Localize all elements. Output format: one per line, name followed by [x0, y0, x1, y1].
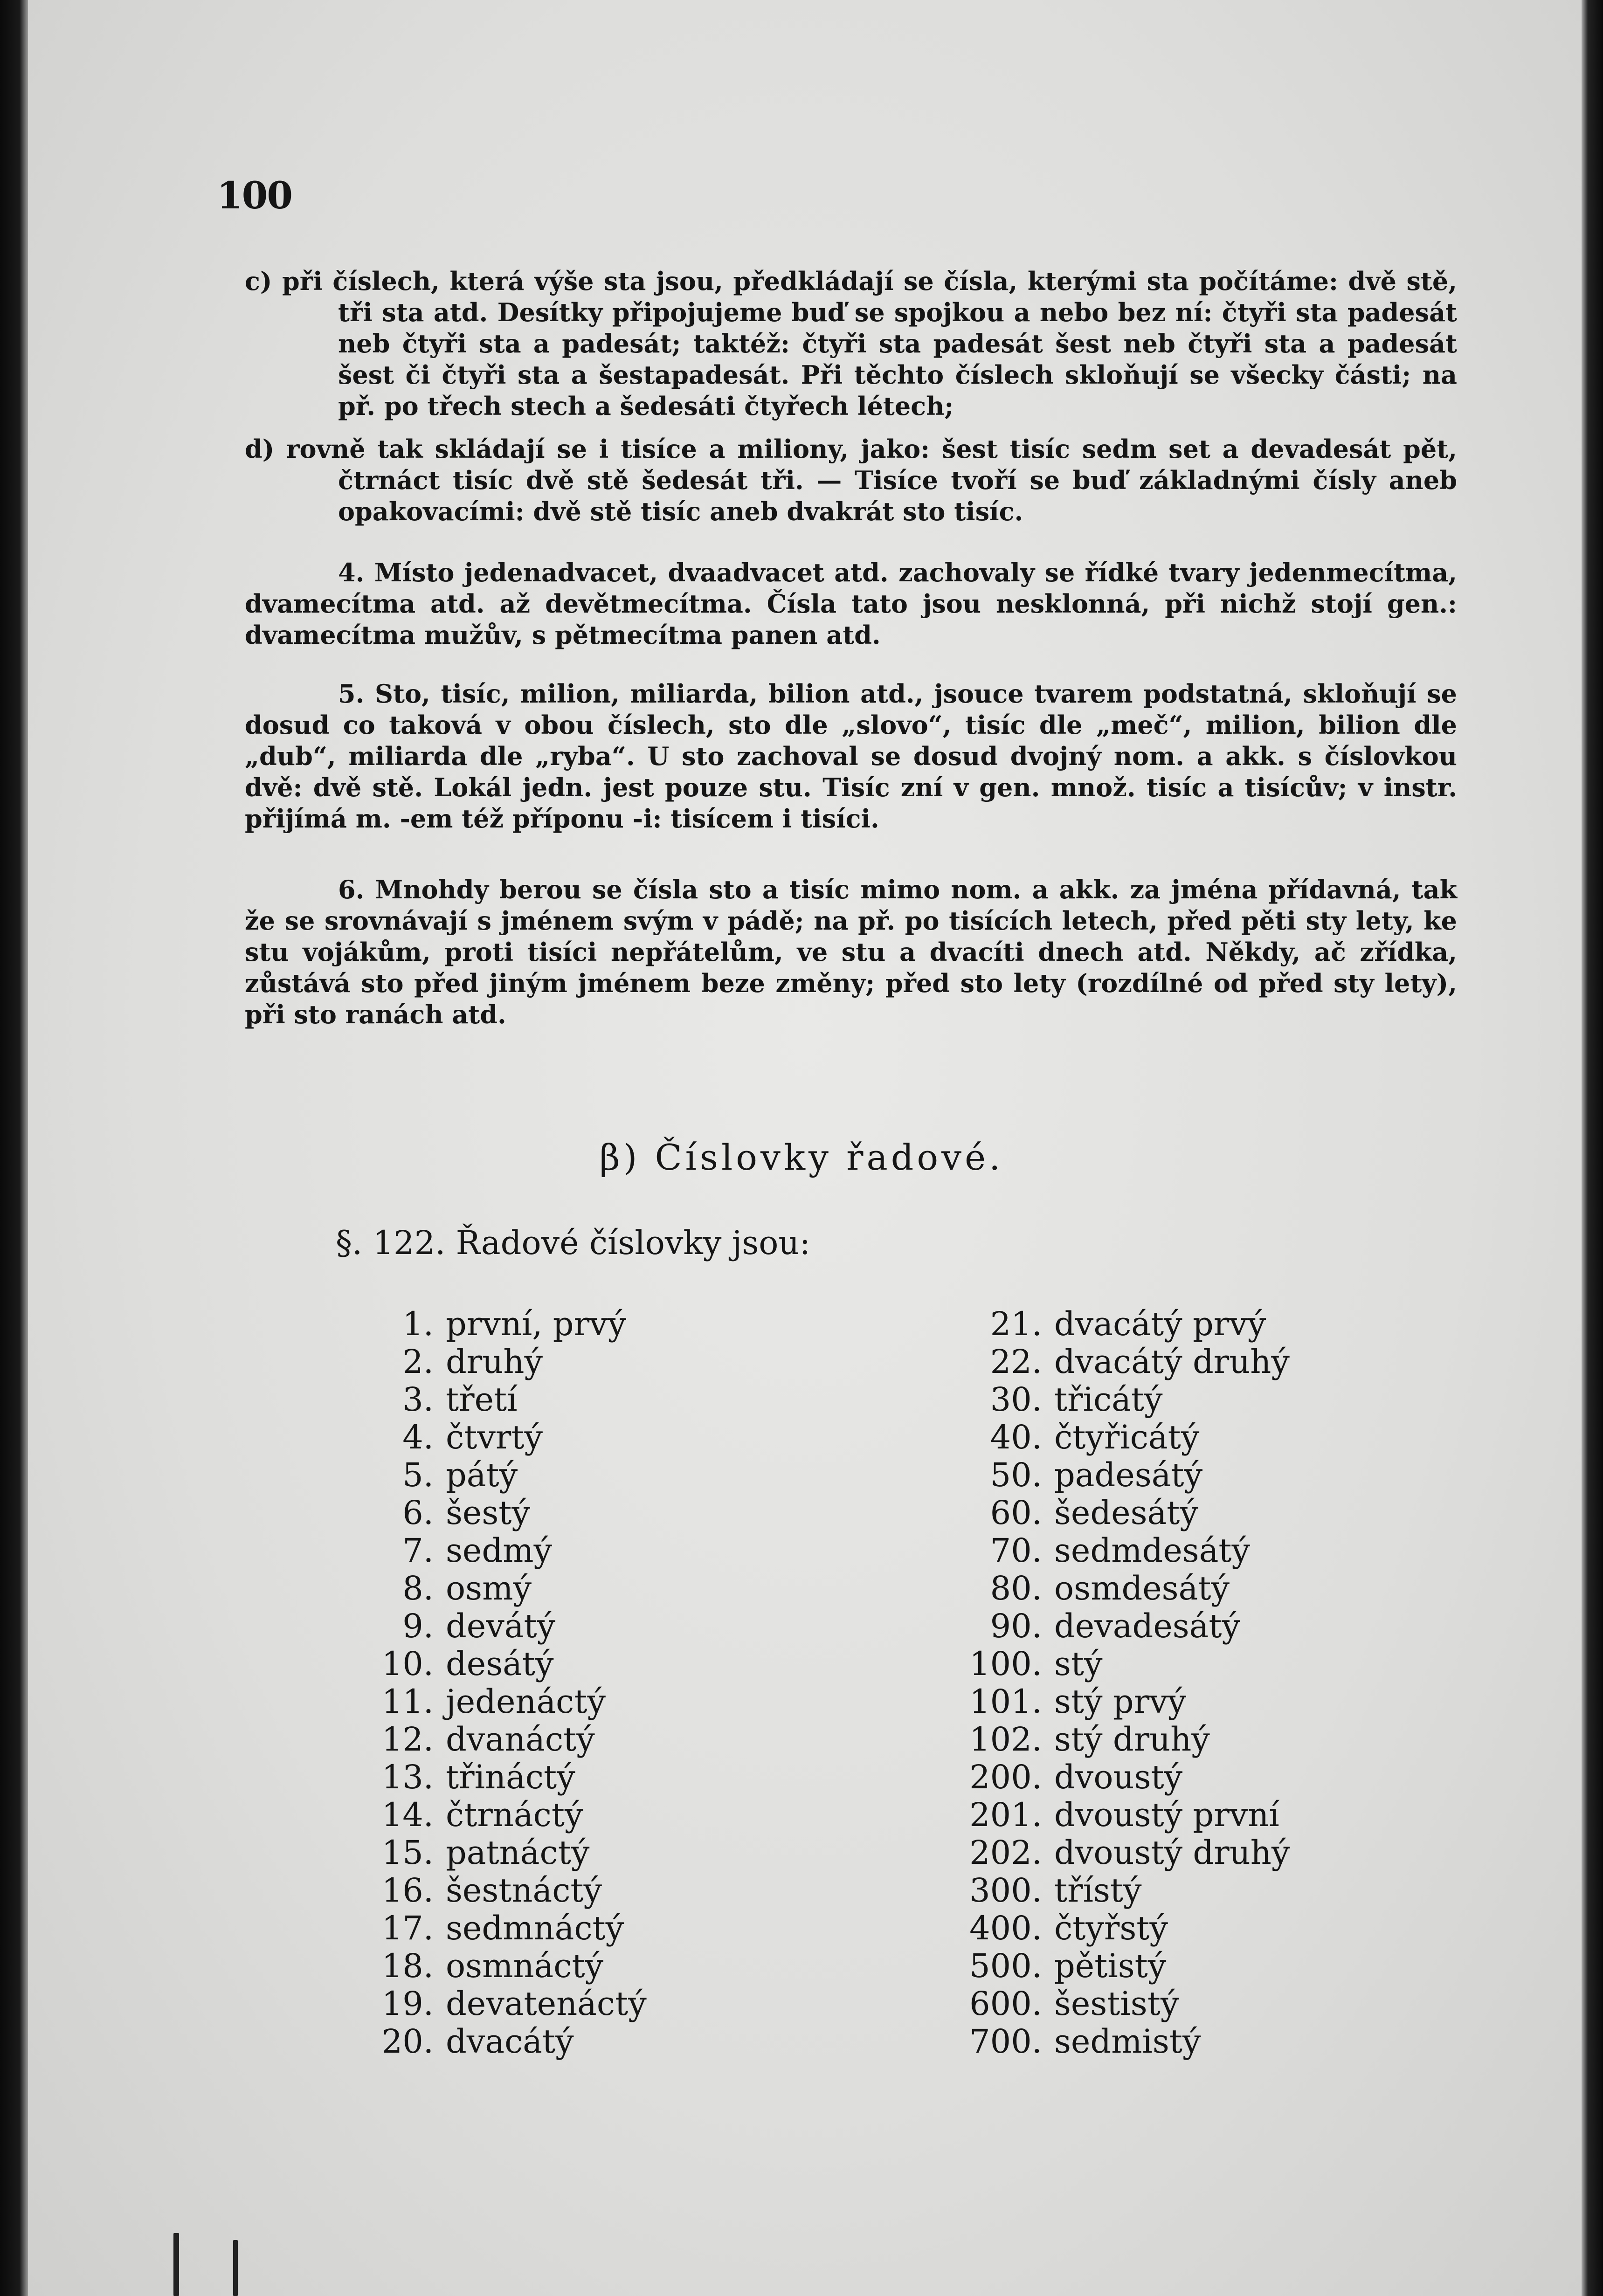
- ordinal-row: [956, 1494, 1290, 1532]
- ordinal-word: pětistý: [1054, 1947, 1167, 1985]
- ordinal-number: 17.: [381, 1909, 434, 1947]
- ordinal-number: 4.: [402, 1418, 434, 1456]
- ordinal-word: třináctý: [446, 1758, 575, 1796]
- ordinal-row: [956, 1532, 1290, 1570]
- ordinal-word: čtyřstý: [1054, 1909, 1168, 1947]
- ordinal-row: [956, 1721, 1290, 1758]
- ordinal-number: 400.: [969, 1909, 1042, 1947]
- ordinal-row: [364, 1532, 647, 1570]
- ordinal-number: 19.: [381, 1985, 434, 2023]
- ordinal-number: 70.: [990, 1531, 1042, 1570]
- ordinal-row: [364, 1683, 647, 1721]
- ordinal-word: devátý: [446, 1607, 556, 1645]
- ordinal-word: dvanáctý: [446, 1720, 595, 1758]
- ordinal-number: 500.: [969, 1947, 1042, 1985]
- ordinal-number: 102.: [969, 1720, 1042, 1758]
- ordinal-row: [956, 1381, 1290, 1419]
- ordinal-row: [364, 1381, 647, 1419]
- ordinal-number: 7.: [402, 1531, 434, 1570]
- ordinal-word: sedmý: [446, 1531, 553, 1570]
- paragraph-4: 4. Místo jedenadvacet, dvaadvacet atd. zachovaly se řídké tvary jedenmecítma, dvamecítma atd. až devětmecítma. Čísla tato jsou nesklonná, při nichž stojí gen.: dvamecítma mužův, s pětmecítma panen atd.: [245, 558, 1457, 650]
- ordinal-number: 80.: [990, 1569, 1042, 1607]
- ordinal-row: [364, 1796, 647, 1834]
- ordinal-row: [364, 2023, 647, 2061]
- scan-mark: [173, 2233, 179, 2296]
- ordinal-word: patnáctý: [446, 1834, 590, 1872]
- ordinal-word: čtvrtý: [446, 1418, 543, 1456]
- ordinal-word: třístý: [1054, 1871, 1142, 1910]
- ordinal-word: šestý: [446, 1494, 530, 1532]
- ordinal-row: [364, 1947, 647, 1985]
- ordinal-number: 300.: [969, 1871, 1042, 1910]
- page-number: 100: [217, 173, 292, 217]
- ordinal-row: [956, 2023, 1290, 2061]
- ordinal-row: [364, 1305, 647, 1343]
- ordinal-row: [956, 1570, 1290, 1607]
- ordinal-number: 13.: [381, 1758, 434, 1796]
- list-item-c-text: c) při číslech, která výše sta jsou, předkládají se čísla, kterými sta počítáme: dvě stě, tři sta atd. Desítky připojujeme buď se spojkou a nebo bez ní: čtyři sta padesát neb čtyři sta a padesát; taktéž: čtyři sta padesát šest neb čtyři sta a padesát šest či čtyři sta a šestapadesát. Při těchto číslech skloňují se všecky části; na př. po třech stech a šedesáti čtyřech létech;: [245, 266, 1457, 421]
- ordinal-number: 60.: [990, 1494, 1042, 1532]
- paragraph-heading: §. 122. Řadové číslovky jsou:: [336, 1224, 811, 1262]
- ordinal-row: [956, 1645, 1290, 1683]
- ordinal-word: dvacátý druhý: [1054, 1343, 1290, 1381]
- ordinal-number: 2.: [402, 1343, 434, 1381]
- ordinal-row: [364, 1570, 647, 1607]
- ordinal-number: 5.: [402, 1456, 434, 1494]
- ordinal-word: sedmistý: [1054, 2022, 1201, 2061]
- ordinal-row: [364, 1834, 647, 1872]
- ordinal-number: 101.: [969, 1682, 1042, 1721]
- ordinal-word: stý druhý: [1054, 1720, 1210, 1758]
- ordinal-row: [364, 1645, 647, 1683]
- ordinal-word: osmý: [446, 1569, 532, 1607]
- ordinal-word: osmnáctý: [446, 1947, 604, 1985]
- list-item-d-text: d) rovně tak skládají se i tisíce a miliony, jako: šest tisíc sedm set a devadesát pět, čtrnáct tisíc dvě stě šedesát tři. — Tisíce tvoří se buď základnými čísly aneb opakovacími: dvě stě tisíc aneb dvakrát sto tisíc.: [245, 434, 1457, 526]
- ordinal-word: jedenáctý: [446, 1682, 606, 1721]
- ordinal-number: 700.: [969, 2022, 1042, 2061]
- paragraph-5: 5. Sto, tisíc, milion, miliarda, bilion atd., jsouce tvarem podstatná, skloňují se dosud co taková v obou číslech, sto dle „slovo“, tisíc dle „meč“, milion, bilion dle „dub“, miliarda dle „ryba“. U sto zachoval se dosud dvojný nom. a akk. s číslovkou dvě: dvě stě. Lokál jedn. jest pouze stu. Tisíc zní v gen. množ. tisíc a tisícův; v instr. přijímá m. -em též příponu -i: tisícem i tisíci.: [245, 679, 1457, 834]
- ordinal-number: 30.: [990, 1380, 1042, 1419]
- ordinal-number: 100.: [969, 1645, 1042, 1683]
- ordinal-number: 600.: [969, 1985, 1042, 2023]
- ordinal-number: 1.: [402, 1305, 434, 1343]
- ordinal-word: čtyřicátý: [1054, 1418, 1200, 1456]
- ordinal-word: pátý: [446, 1456, 518, 1494]
- list-item-d: [245, 434, 1457, 527]
- ordinal-row: [956, 1985, 1290, 2023]
- ordinal-word: první, prvý: [446, 1305, 627, 1343]
- ordinal-number: 9.: [402, 1607, 434, 1645]
- ordinal-number: 8.: [402, 1569, 434, 1607]
- ordinal-number: 12.: [381, 1720, 434, 1758]
- ordinal-row: [364, 1985, 647, 2023]
- ordinal-row: [364, 1607, 647, 1645]
- ordinal-number: 21.: [990, 1305, 1042, 1343]
- scan-mark: [233, 2240, 238, 2296]
- ordinal-row: [364, 1721, 647, 1758]
- ordinal-word: padesátý: [1054, 1456, 1203, 1494]
- ordinal-row: [956, 1305, 1290, 1343]
- ordinals-left-column: [364, 1305, 647, 2061]
- ordinal-number: 202.: [969, 1834, 1042, 1872]
- ordinal-row: [364, 1872, 647, 1910]
- ordinal-number: 16.: [381, 1871, 434, 1910]
- ordinal-row: [956, 1872, 1290, 1910]
- ordinal-word: dvoustý první: [1054, 1796, 1279, 1834]
- ordinal-row: [364, 1343, 647, 1381]
- ordinal-word: osmdesátý: [1054, 1569, 1230, 1607]
- ordinal-word: devadesátý: [1054, 1607, 1241, 1645]
- ordinal-number: 20.: [381, 2022, 434, 2061]
- ordinal-number: 50.: [990, 1456, 1042, 1494]
- ordinal-number: 90.: [990, 1607, 1042, 1645]
- list-item-c: [245, 266, 1457, 422]
- ordinal-row: [956, 1758, 1290, 1796]
- section-heading: β) Číslovky řadové.: [599, 1137, 1004, 1178]
- ordinal-number: 6.: [402, 1494, 434, 1532]
- ordinal-row: [364, 1456, 647, 1494]
- ordinal-row: [956, 1419, 1290, 1456]
- ordinal-word: devatenáctý: [446, 1985, 647, 2023]
- ordinals-right-column: [956, 1305, 1290, 2061]
- ordinal-word: šedesátý: [1054, 1494, 1198, 1532]
- ordinal-number: 201.: [969, 1796, 1042, 1834]
- ordinal-number: 18.: [381, 1947, 434, 1985]
- ordinal-row: [956, 1456, 1290, 1494]
- ordinal-number: 14.: [381, 1796, 434, 1834]
- ordinal-word: třicátý: [1054, 1380, 1163, 1419]
- ordinal-word: dvoustý: [1054, 1758, 1183, 1796]
- ordinal-row: [956, 1343, 1290, 1381]
- ordinal-row: [956, 1910, 1290, 1947]
- ordinal-word: stý prvý: [1054, 1682, 1187, 1721]
- ordinal-word: dvacátý prvý: [1054, 1305, 1266, 1343]
- ordinal-row: [364, 1419, 647, 1456]
- ordinal-row: [364, 1494, 647, 1532]
- ordinal-row: [956, 1796, 1290, 1834]
- ordinal-word: dvoustý druhý: [1054, 1834, 1290, 1872]
- ordinal-word: šestistý: [1054, 1985, 1179, 2023]
- ordinal-word: sedmdesátý: [1054, 1531, 1251, 1570]
- ordinal-number: 22.: [990, 1343, 1042, 1381]
- ordinal-number: 11.: [381, 1682, 434, 1721]
- ordinal-word: stý: [1054, 1645, 1103, 1683]
- ordinal-row: [956, 1834, 1290, 1872]
- ordinal-word: dvacátý: [446, 2022, 574, 2061]
- ordinal-word: sedmnáctý: [446, 1909, 624, 1947]
- ordinal-word: třetí: [446, 1380, 518, 1419]
- ordinal-row: [956, 1607, 1290, 1645]
- ordinal-word: druhý: [446, 1343, 543, 1381]
- ordinal-number: 10.: [381, 1645, 434, 1683]
- ordinal-word: čtrnáctý: [446, 1796, 583, 1834]
- ordinal-row: [364, 1910, 647, 1947]
- ordinal-row: [956, 1947, 1290, 1985]
- ordinal-number: 40.: [990, 1418, 1042, 1456]
- paragraph-6: 6. Mnohdy berou se čísla sto a tisíc mimo nom. a akk. za jména přídavná, tak že se srovnávají s jménem svým v pádě; na př. po tisících letech, před pěti sty lety, ke stu vojákům, proti tisíci nepřátelům, ve stu a dvacíti dnech atd. Někdy, ač zřídka, zůstává sto před jiným jménem beze změny; před sto lety (rozdílné od před sty lety), při sto ranách atd.: [245, 875, 1457, 1029]
- ordinal-number: 200.: [969, 1758, 1042, 1796]
- ordinal-number: 15.: [381, 1834, 434, 1872]
- ordinal-row: [364, 1758, 647, 1796]
- ordinal-number: 3.: [402, 1380, 434, 1419]
- ordinal-word: desátý: [446, 1645, 554, 1683]
- ordinal-word: šestnáctý: [446, 1871, 602, 1910]
- ordinal-row: [956, 1683, 1290, 1721]
